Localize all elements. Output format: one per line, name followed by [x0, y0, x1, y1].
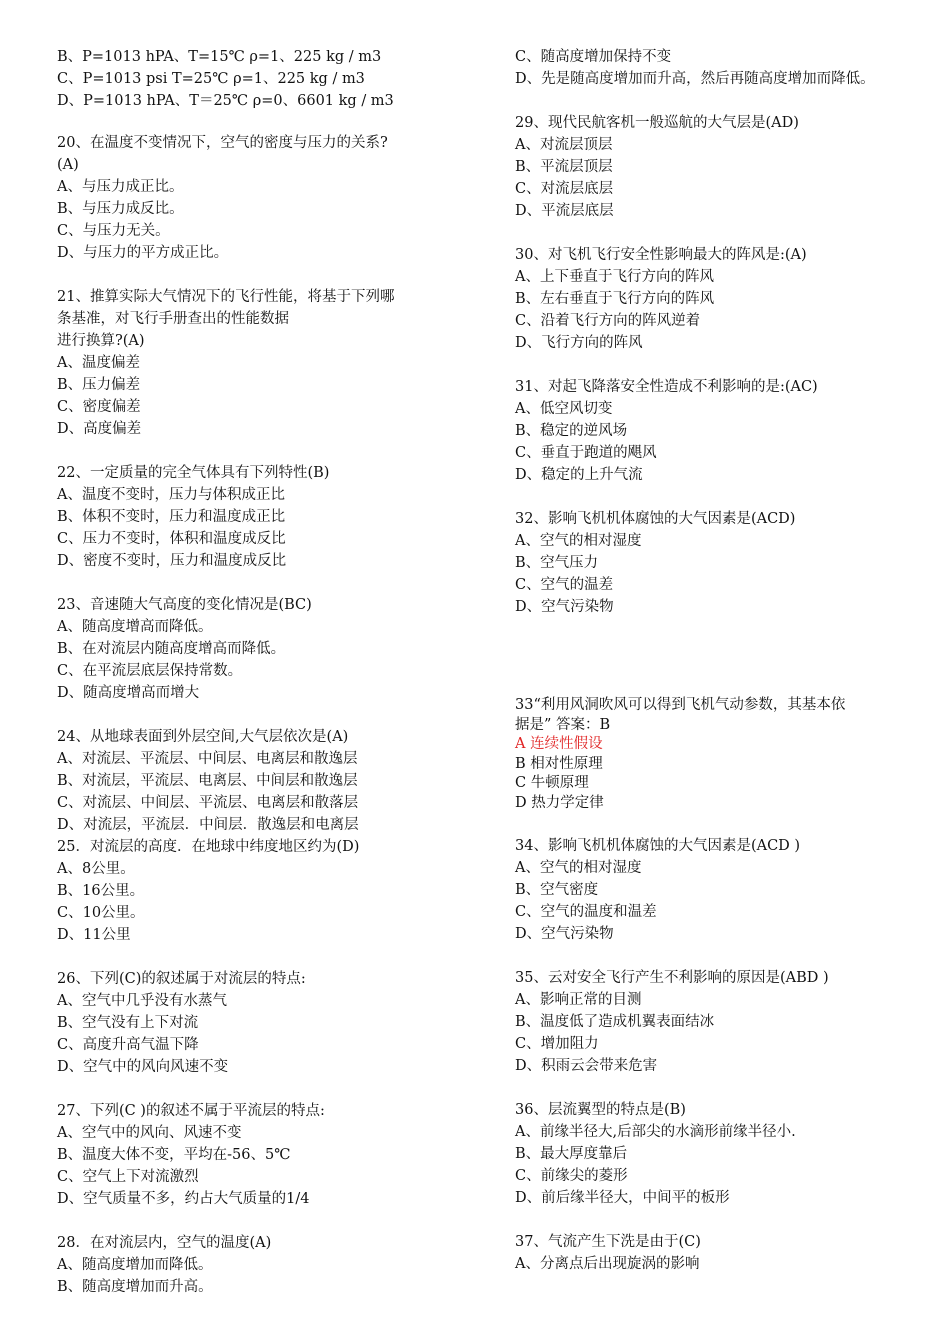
question-line: 据是” 答案：B [515, 716, 611, 733]
question-line: D、积雨云会带来危害 [515, 1058, 658, 1074]
question-text: 23、音速随大气高度的变化情况是(BC) [57, 597, 312, 613]
question-line: A、温度不变时，压力与体积成正比 [57, 487, 285, 503]
question-block [57, 968, 497, 1078]
question-line: D、对流层，平流层．中间层．散逸层和电离层 [57, 817, 359, 833]
question-block [515, 376, 935, 486]
question-text: 35、云对安全飞行产生不利影响的原因是(ABD ) [515, 970, 829, 986]
question-line: B、与压力成反比。 [57, 201, 184, 217]
question-line: D、稳定的上升气流 [515, 467, 643, 483]
question-line: C、P=1013 psi T=25℃ ρ=1、225 kg / m3 [57, 71, 365, 87]
question-block [57, 132, 497, 264]
question-text: 29、现代民航客机一般巡航的大气层是(AD) [515, 115, 799, 131]
question-line: B、温度低了造成机翼表面结冰 [515, 1014, 715, 1030]
question-line: C、空气的温度和温差 [515, 904, 657, 920]
question-line: B、16公里。 [57, 883, 145, 899]
question-block [515, 508, 935, 618]
question-line: D、11公里 [57, 927, 131, 943]
question-line: A、对流层顶层 [515, 137, 613, 153]
question-line: A、随高度增加而降低。 [57, 1257, 213, 1273]
question-block [57, 1232, 497, 1298]
question-line: D、空气污染物 [515, 926, 614, 942]
question-line: A、空气的相对湿度 [515, 533, 642, 549]
question-line: B、温度大体不变，平均在-56、5℃ [57, 1147, 291, 1163]
question-line: C、密度偏差 [57, 399, 141, 415]
question-text: 26、下列(C)的叙述属于对流层的特点: [57, 971, 306, 987]
question-line: A、随高度增高而降低。 [57, 619, 213, 635]
question-line: B、稳定的逆风场 [515, 423, 628, 439]
question-line: C 牛顿原理 [515, 775, 589, 791]
question-line: D、空气中的风向风速不变 [57, 1059, 229, 1075]
question-text: 33“利用风洞吹风可以得到飞机气动参数，其基本依 [515, 697, 846, 713]
question-block [57, 46, 497, 112]
question-text: C、随高度增加保持不变 [515, 49, 672, 65]
question-line: A、空气中的风向、风速不变 [57, 1125, 242, 1141]
question-line: C、前缘尖的菱形 [515, 1168, 628, 1184]
question-line: B、对流层，平流层、电离层、中间层和散逸层 [57, 773, 358, 789]
question-line: C、空气上下对流激烈 [57, 1169, 199, 1185]
question-line: C、空气的温差 [515, 577, 614, 593]
question-text: 22、一定质量的完全气体具有下列特性(B) [57, 465, 330, 481]
question-text: 20、在温度不变情况下，空气的密度与压力的关系? [57, 135, 388, 151]
question-text: 24、从地球表面到外层空间,大气层依次是(A) [57, 729, 349, 745]
question-line: 条基准，对飞行手册查出的性能数据 [57, 311, 289, 327]
question-line: B、压力偏差 [57, 377, 141, 393]
question-text: 31、对起飞降落安全性造成不利影响的是:(AC) [515, 379, 818, 395]
question-block [57, 286, 497, 440]
question-text: 34、影响飞机机体腐蚀的大气因素是(ACD ) [515, 838, 801, 854]
question-line: D、随高度增高而增大 [57, 685, 200, 701]
question-line: 进行换算?(A) [57, 333, 145, 349]
question-line: B、左右垂直于飞行方向的阵风 [515, 291, 715, 307]
question-line: C、垂直于跑道的飓风 [515, 445, 657, 461]
left-column [57, 46, 497, 1298]
question-text: 30、对飞机飞行安全性影响最大的阵风是:(A) [515, 247, 807, 263]
question-block [57, 594, 497, 704]
question-line: D 热力学定律 [515, 794, 604, 811]
question-line: A、空气的相对湿度 [515, 860, 642, 876]
question-block [515, 696, 935, 813]
question-line: A、影响正常的目测 [515, 992, 642, 1008]
question-block [515, 1099, 935, 1209]
question-line: B、空气密度 [515, 882, 599, 898]
question-line: A、与压力成正比。 [57, 179, 184, 195]
question-line: (A) [57, 157, 79, 173]
question-line: A、空气中几乎没有水蒸气 [57, 993, 227, 1009]
question-line: C、增加阻力 [515, 1036, 599, 1052]
question-text: 21、推算实际大气情况下的飞行性能，将基于下列哪 [57, 289, 395, 305]
question-line: B、体积不变时，压力和温度成正比 [57, 509, 286, 525]
question-block [515, 967, 935, 1077]
question-line: A、低空风切变 [515, 401, 613, 417]
question-line: B、随高度增加而升高。 [57, 1279, 213, 1295]
question-text: 25．对流层的高度．在地球中纬度地区约为(D) [57, 839, 360, 855]
question-line: A、8公里。 [57, 861, 135, 877]
question-line: D、飞行方向的阵风 [515, 335, 643, 351]
question-block [515, 835, 935, 945]
question-line: B、在对流层内随高度增高而降低。 [57, 641, 286, 657]
question-text: 28．在对流层内，空气的温度(A) [57, 1235, 272, 1251]
question-line: D、平流层底层 [515, 203, 614, 219]
question-block [57, 836, 497, 946]
question-line: C、沿着飞行方向的阵风逆着 [515, 313, 701, 329]
question-block [57, 726, 497, 836]
question-line: D、先是随高度增加而升高，然后再随高度增加而降低。 [515, 71, 875, 87]
question-text: B、P=1013 hPA、T=15℃ ρ=1、225 kg / m3 [57, 49, 382, 65]
question-block [515, 46, 935, 90]
question-block [515, 244, 935, 354]
question-text: 36、层流翼型的特点是(B) [515, 1102, 686, 1118]
question-line: D、密度不变时，压力和温度成反比 [57, 553, 287, 569]
question-line: B、空气压力 [515, 555, 599, 571]
question-block [515, 1231, 935, 1275]
question-line: A、上下垂直于飞行方向的阵风 [515, 269, 714, 285]
question-line: D、空气质量不多，约占大气质量的1/4 [57, 1191, 310, 1207]
question-line: A、分离点后出现旋涡的影响 [515, 1256, 700, 1272]
question-line: C、在平流层底层保持常数。 [57, 663, 243, 679]
question-line: A、对流层、平流层、中间层、电离层和散逸层 [57, 751, 358, 767]
question-line: C、高度升高气温下降 [57, 1037, 199, 1053]
question-line: D、空气污染物 [515, 599, 614, 615]
question-line: D、高度偏差 [57, 421, 142, 437]
question-line: B、最大厚度靠后 [515, 1146, 628, 1162]
question-line: A、前缘半径大,后部尖的水滴形前缘半径小. [515, 1124, 796, 1140]
question-line: D、P=1013 hPA、T＝25℃ ρ=0、6601 kg / m3 [57, 93, 394, 109]
question-line: C、与压力无关。 [57, 223, 170, 239]
question-line: B、空气没有上下对流 [57, 1015, 199, 1031]
question-line: D、前后缘半径大，中间平的板形 [515, 1190, 730, 1206]
question-line: A 连续性假设 [515, 736, 603, 752]
question-line: B 相对性原理 [515, 755, 603, 772]
question-line: D、与压力的平方成正比。 [57, 245, 229, 261]
question-line: A、温度偏差 [57, 355, 140, 371]
question-text: 32、影响飞机机体腐蚀的大气因素是(ACD) [515, 511, 796, 527]
question-text: 37、气流产生下洗是由于(C) [515, 1234, 701, 1250]
question-block [57, 1100, 497, 1210]
question-line: C、对流层底层 [515, 181, 614, 197]
right-column [515, 46, 935, 1275]
question-block [515, 112, 935, 222]
question-line: B、平流层顶层 [515, 159, 613, 175]
question-text: 27、下列(C )的叙述不属于平流层的特点: [57, 1103, 325, 1119]
question-block [57, 462, 497, 572]
question-line: C、对流层、中间层、平流层、电离层和散落层 [57, 795, 359, 811]
question-line: C、压力不变时，体积和温度成反比 [57, 531, 286, 547]
question-line: C、10公里。 [57, 905, 145, 921]
